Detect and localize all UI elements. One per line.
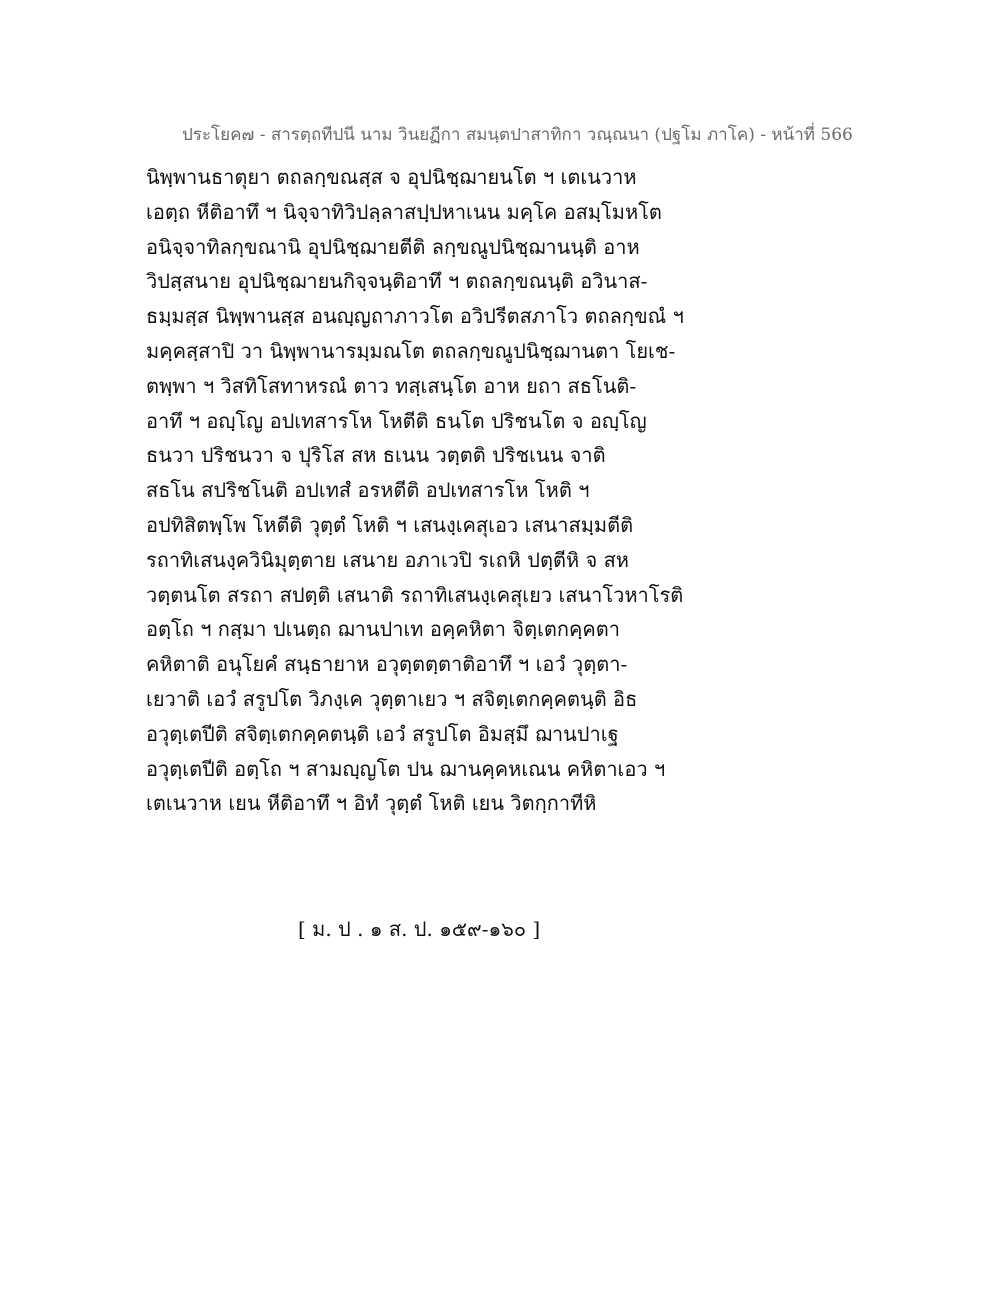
text-line: วิปสฺสนาย อุปนิชฺฌายนกิจฺจนฺติอาทึ ฯ ตถลกฺขณนฺติ อวินาส- bbox=[146, 269, 648, 294]
text-line: เตเนวาห เยน หีติอาทึ ฯ อิทํ วุตฺตํ โหติ เยน วิตกฺกาทีหิ bbox=[146, 791, 597, 816]
text-line: อตฺโถ ฯ กสฺมา ปเนตฺถ ฌานปาเท อคฺคหิตา จิตฺเตกคฺคตา bbox=[146, 617, 620, 642]
body-text bbox=[146, 160, 786, 821]
text-line: อวุตฺเตปีติ อตฺโถ ฯ สามญฺญโต ปน ฌานคฺคหเณน คหิตาเอว ฯ bbox=[146, 756, 666, 781]
text-line: คหิตาติ อนุโยคํ สนฺธายาห อวุตฺตตฺตาติอาทึ ฯ เอวํ วุตฺตา- bbox=[146, 652, 628, 677]
running-header: ประโยค๗ - สารตฺถทีปนี นาม วินยฏีกา สมนฺตปาสาทิกา วณฺณนา (ปฐโม ภาโค) - หน้าที่ 566 bbox=[182, 125, 853, 145]
text-line: เอตฺถ หีติอาทึ ฯ นิจฺจาทิวิปลฺลาสปฺปหาเนน มคฺโค อสมฺโมหโต bbox=[146, 199, 662, 224]
text-line: ธนวา ปริชนวา จ ปุริโส สห ธเนน วตฺตติ ปริชเนน จาติ bbox=[146, 443, 606, 468]
text-line: เยวาติ เอวํ สรูปโต วิภงฺเค วุตฺตาเยว ฯ สจิตฺเตกคฺคตนฺติ อิธ bbox=[146, 686, 638, 711]
text-line: รถาทิเสนงฺควินิมุตฺตาย เสนาย อภาเวปิ รเถหิ ปตฺตีหิ จ สห bbox=[146, 547, 629, 572]
text-line: ตพฺพา ฯ วิสทิโสทาหรณํ ตาว ทสฺเสนฺโต อาห ยถา สธโนติ- bbox=[146, 373, 637, 398]
text-line: สธโน สปริชโนติ อปเทสํ อรหตีติ อปเทสารโห โหติ ฯ bbox=[146, 478, 590, 503]
text-line: ธมฺมสฺส นิพฺพานสฺส อนญฺญถาภาวโต อวิปรีตสภาโว ตถลกฺขณํ ฯ bbox=[146, 304, 684, 329]
text-line: นิพฺพานธาตุยา ตถลกฺขณสฺส จ อุปนิชฺฌายนโต ฯ เตเนวาห bbox=[146, 165, 637, 189]
text-line: อาทึ ฯ อญฺโญ อปเทสารโห โหตีติ ธนโต ปริชนโต จ อญฺโญ bbox=[146, 408, 647, 433]
text-line: อวุตฺเตปีติ สจิตฺเตกคฺคตนฺติ เอวํ สรูปโต อิมสฺมึ ฌานปาเฐ bbox=[146, 721, 619, 746]
text-line: วตฺตนโต สรถา สปตฺติ เสนาติ รถาทิเสนงฺเคสุเยว เสนาโวหาโรติ bbox=[146, 582, 684, 607]
text-line: มคฺคสฺสาปิ วา นิพฺพานารมฺมณโต ตถลกฺขณูปนิชฺฌานตา โยเช- bbox=[146, 338, 676, 363]
text-line: อนิจฺจาทิลกฺขณานิ อุปนิชฺฌายตีติ ลกฺขณูปนิชฺฌานนฺติ อาห bbox=[146, 234, 640, 259]
text-line: อปทิสิตพฺโพ โหตีติ วุตฺตํ โหติ ฯ เสนงฺเคสุเอว เสนาสมฺมตีติ bbox=[146, 512, 634, 537]
source-reference: [ ม. ป . ๑ ส. ป. ๑๕๙-๑๖๐ ] bbox=[298, 917, 541, 941]
